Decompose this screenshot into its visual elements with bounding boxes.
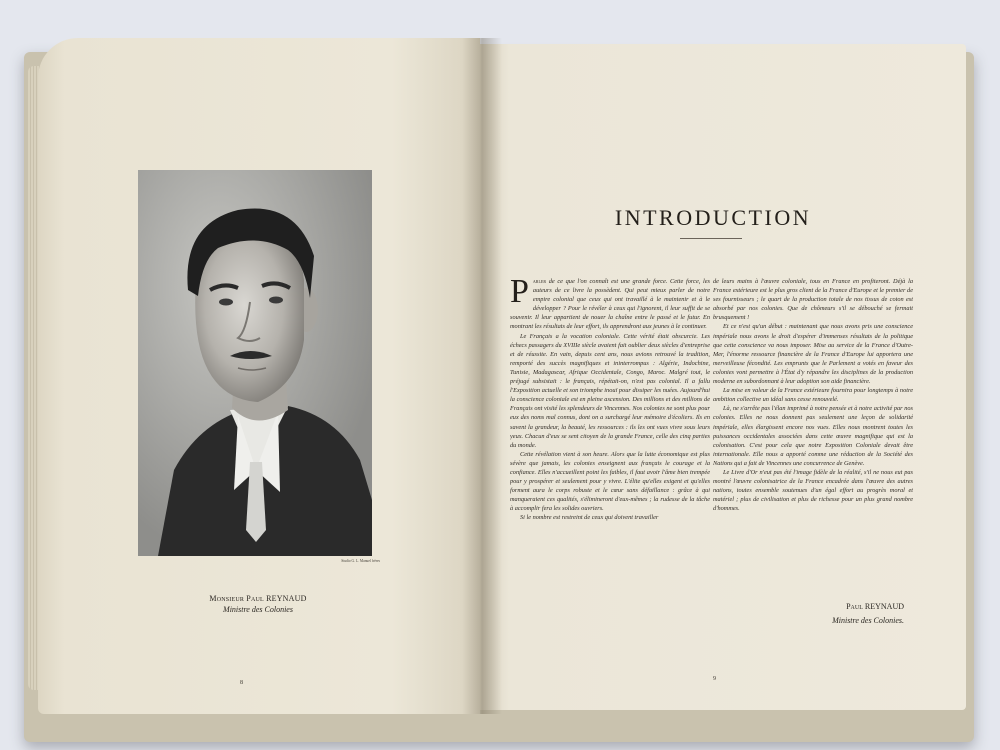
paragraph-text: de ce que l'on connaît est une grande force. Cette force, les auteurs de ce livre la possèdent. Qui peut mieux parler de notre empire colonial que ceux qui ont travaillé à le maintenir et à le développer ? Pour le révéler à ceux qui l'ignorent, il leur suffit de se souvenir. Il leur appartient de nouer la chaîne entre le passé et le futur. En montrant les résultats de leur effort, ils apprendront aux jeunes à le continuer. bbox=[510, 278, 710, 331]
opening-small-caps: arler bbox=[532, 278, 547, 285]
portrait-photo bbox=[138, 170, 372, 556]
signature-block bbox=[800, 600, 904, 628]
paragraph: de leurs mains à l'œuvre coloniale, tous en France en profiteront. Déjà la France extérieure est le plus gros client de la France d'Europe et le premier de ses fournisseurs ; le quart de la production totale de nos tissus de coton est absorbé par nos colonies. Que de chômeurs s'il se débouché se fermait brusquement ! bbox=[713, 278, 913, 322]
text-column-right bbox=[713, 277, 913, 603]
caption-name: Monsieur Paul REYNAUD bbox=[209, 594, 307, 603]
signature-role: Ministre des Colonies. bbox=[832, 616, 904, 625]
paragraph: Cette révélation vient à son heure. Alors que la lutte économique est plus sévère que jamais, les colonies enseignent aux français le courage et la confiance. Elles n'accueillent point les faibles, il faut avoir l'âme bien trempée pour y prospérer et seulement pour y vivre. L'élite qu'elles exigent et qu'elles forment aura le corps robuste et le cœur sans défaillance : grâce à qui manqueraient ces qualités, s'élimineront d'eux-mêmes ; la rudesse de la tâche à accomplir fera les solides ouvriers. bbox=[510, 450, 710, 513]
page-number-right: 9 bbox=[713, 676, 716, 682]
paragraph bbox=[510, 277, 710, 332]
drop-cap: P bbox=[510, 277, 529, 310]
page-title: INTRODUCTION bbox=[614, 205, 812, 230]
caption-role: Ministre des Colonies bbox=[223, 605, 293, 614]
paragraph: Là, ne s'arrête pas l'élan imprimé à notre pensée et à notre activité par nos colonies. Elles ne nous donnent pas seulement une leçon de solidarité impériale, elles élargissent encore nos vues. Elles nous montrent toutes les puissances occidentales associées dans cette œuvre magnifique qui est la colonisation. C'est pour cela que notre Exposition Coloniale devait être internationale. Elle nous a apporté comme une réduction de la Société des Nations qui a fait de Vincennes une concurrence de Genève. bbox=[713, 405, 913, 467]
photo-credit: Studio G. L. Manuel frères bbox=[341, 559, 380, 563]
paragraph: Et ce n'est qu'un début : maintenant que nous avons pris une conscience impériale nous avons le droit d'espérer d'immenses résultats de la politique que cette conscience va nous imposer. Mise au service de la France d'Outre-Mer, l'énorme ressource financière de la France d'Europe lui apportera une merveilleuse fécondité. Les emprunts que le Parlement a votés en faveur des colonies vont permettre à l'État d'y répandre les disciplines de la production moderne en subordonnant à leur adoption son aide financière. bbox=[713, 323, 913, 386]
signature-name: Paul REYNAUD bbox=[846, 602, 904, 611]
page-number-left: 8 bbox=[240, 680, 243, 686]
portrait-caption bbox=[160, 593, 356, 615]
text-column-left bbox=[510, 277, 710, 625]
paragraph: Le Livre d'Or n'eut pas été l'image fidèle de la réalité, s'il ne nous eut pas montré l'œuvre colonisatrice de la France encadrée dans l'œuvre des autres nations, toutes ensemble soutenues d'un égal effort au progrès moral et matériel ; plus de civilisation et plus de richesse pour un plus grand nombre d'hommes. bbox=[713, 468, 913, 513]
paragraph: Le Français a la vocation coloniale. Cette vérité était obscurcie. Les échecs passagers du XVIIIe siècle avaient fait oublier deux siècles d'entreprise et de réussite. En vain, depuis cent ans, nous avions retrouvé la tradition, remporté des succès magnifiques et ininterrompus : Algérie, Indochine, Tunisie, Madagascar, Afrique Occidentale, Congo, Maroc. Malgré tout, le préjugé subsistait : le français, répétait-on, n'est pas colonial. Il a fallu l'Exposition actuelle et son triomphe inouï pour dissiper les nuées. Aujourd'hui la conscience coloniale est en pleine ascension. Des millions et des millions de Français ont visité les splendeurs de Vincennes. Nos colonies ne sont plus pour eux des noms mal connus, dont on a surchargé leur mémoire d'écoliers. Ils en savent la grandeur, la beauté, les ressources : ils les ont vues vivre sous leurs yeux. Chacun d'eux se sent citoyen de la grande France, celle des cinq parties du monde. bbox=[510, 332, 710, 449]
paragraph: La mise en valeur de la France extérieure fournira pour longtemps à notre ambition collective un idéal sans cesse renouvelé. bbox=[713, 387, 913, 404]
paragraph: Si le nombre est restreint de ceux qui doivent travailler bbox=[520, 514, 659, 522]
title-divider bbox=[680, 238, 742, 239]
portrait-illustration bbox=[138, 170, 372, 556]
